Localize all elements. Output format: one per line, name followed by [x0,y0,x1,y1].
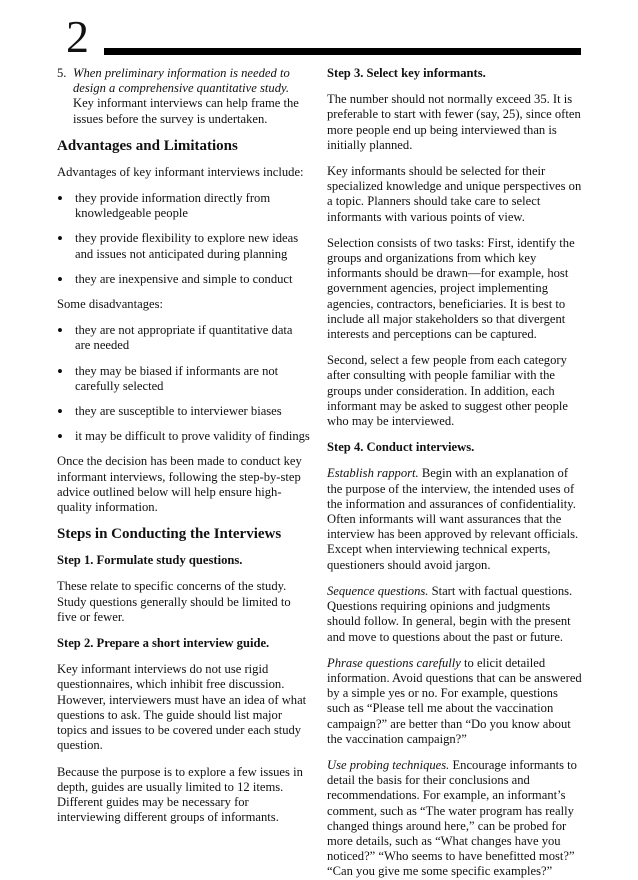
step-1-text: These relate to specific concerns of the study. Study questions generally should be limited to five or fewer. [57,579,291,624]
step-2-title: Step 2. Prepare a short interview guide. [57,636,270,651]
bullet-icon: • [57,402,63,422]
sequence-text: Start with factual questions. Questions requiring opinions and judgments should follow. In general, begin with the present and move to questions about the past or future. [327,583,573,644]
list-item: • they provide information directly from knowledgeable people [57,189,271,221]
disadvantages-list [57,321,311,447]
list-item: • it may be difficult to prove validity of findings [57,427,310,447]
step-3-paragraph-3: Selection consists of two tasks: First, identify the groups and organizations from which key informants should be drawn—for example, host government agencies, project implementing agencies, contractors, beneficiaries. It is best to include all major stakeholders so that divergent interests and perceptions can be captured. [327,235,575,342]
step-1-title: Step 1. Formulate study questions. [57,553,243,568]
bullet-icon: • [57,361,63,381]
disadvantages-intro: Some disadvantages: [57,297,163,312]
sequence-lead: Sequence questions. [327,583,429,598]
bullet-icon: • [57,229,63,249]
phrase-lead: Phrase questions carefully [327,655,461,670]
item-text: Key informant interviews can help frame the issues before the survey is undertaken. [73,96,299,126]
item-italic-text: When preliminary information is needed to design a comprehensive quantitative study. [73,66,290,96]
probing-paragraph [327,758,582,880]
decision-paragraph: Once the decision has been made to conduct key informant interviews, following the step-by-step advice outlined below will help ensure high-quality information. [57,454,302,515]
step-3-title: Step 3. Select key informants. [327,66,486,80]
list-item: • they provide flexibility to explore new ideas and issues not anticipated during planning [57,229,299,261]
header-rule [104,48,581,55]
item-number: 5. [57,66,67,80]
page-number: 2 [66,11,89,62]
list-item: • they may be biased if informants are not carefully selected [57,361,279,393]
left-column [57,66,311,825]
step-3-paragraph-1: The number should not normally exceed 35. It is preferable to start with fewer (say, 25), since often more people end up being interviewed than is initially planned. [327,92,581,152]
bullet-icon: • [57,269,63,289]
item-body [73,66,311,127]
right-column [327,66,582,880]
step-3-paragraph-2: Key informants should be selected for their specialized knowledge and unique perspectives on a topic. Planners should take care to select informants with various points of view. [327,164,582,224]
bullet-icon: • [57,189,63,209]
advantages-list [57,191,311,287]
step-4-title: Step 4. Conduct interviews. [327,440,475,455]
step-2-text-2: Because the purpose is to explore a few issues in depth, guides are usually limited to 12 items. Different guides may be necessary for interviewing different groups of informants. [57,764,303,825]
advantages-intro: Advantages of key informant interviews include: [57,164,304,179]
phrase-paragraph [327,656,582,747]
phrase-text: to elicit detailed information. Avoid questions that can be answered by a simple yes or no. For example, questions such as “Please tell me about the vaccination campaign?” are better than “Do you know about the vaccination campaign?” [327,655,582,746]
steps-heading: Steps in Conducting the Interviews [57,526,282,543]
list-item: • they are inexpensive and simple to conduct [57,269,293,289]
list-item: • they are susceptible to interviewer biases [57,402,282,422]
probing-text: Encourage informants to detail the basis for their conclusions and recommendations. For example, an informant’s comment, such as “The water program has really changed things around here,” can be probed for more details, such as “What changes have you noticed?” “Who seems to have benefitted most?” “Can you give me some specific examples?” [327,757,577,879]
probing-lead: Use probing techniques. [327,757,450,772]
step-2-text: Key informant interviews do not use rigid questionnaires, which inhibit free discussion. However, interviewers must have an idea of what questions to ask. The guide should list major topics and issues to be covered under each study question. [57,662,307,753]
sequence-paragraph [327,584,582,645]
rapport-lead: Establish rapport. [327,466,419,481]
rapport-paragraph [327,466,582,572]
advantages-heading: Advantages and Limitations [57,137,238,154]
numbered-item-5 [57,66,311,127]
step-3-paragraph-4: Second, select a few people from each category after consulting with people familiar with the groups under consideration. In addition, each informant may be asked to suggest other people who may be interviewed. [327,353,568,429]
list-item: • they are not appropriate if quantitative data are needed [57,321,293,353]
bullet-icon: • [57,427,63,447]
bullet-icon: • [57,321,63,341]
rapport-text: Begin with an explanation of the purpose of the interview, the intended uses of the information and assurances of confidentiality. Often informants will want assurances that the interview has been approved by relevant officials. Except when interviewing technical experts, questioners should avoid jargon. [327,466,579,572]
